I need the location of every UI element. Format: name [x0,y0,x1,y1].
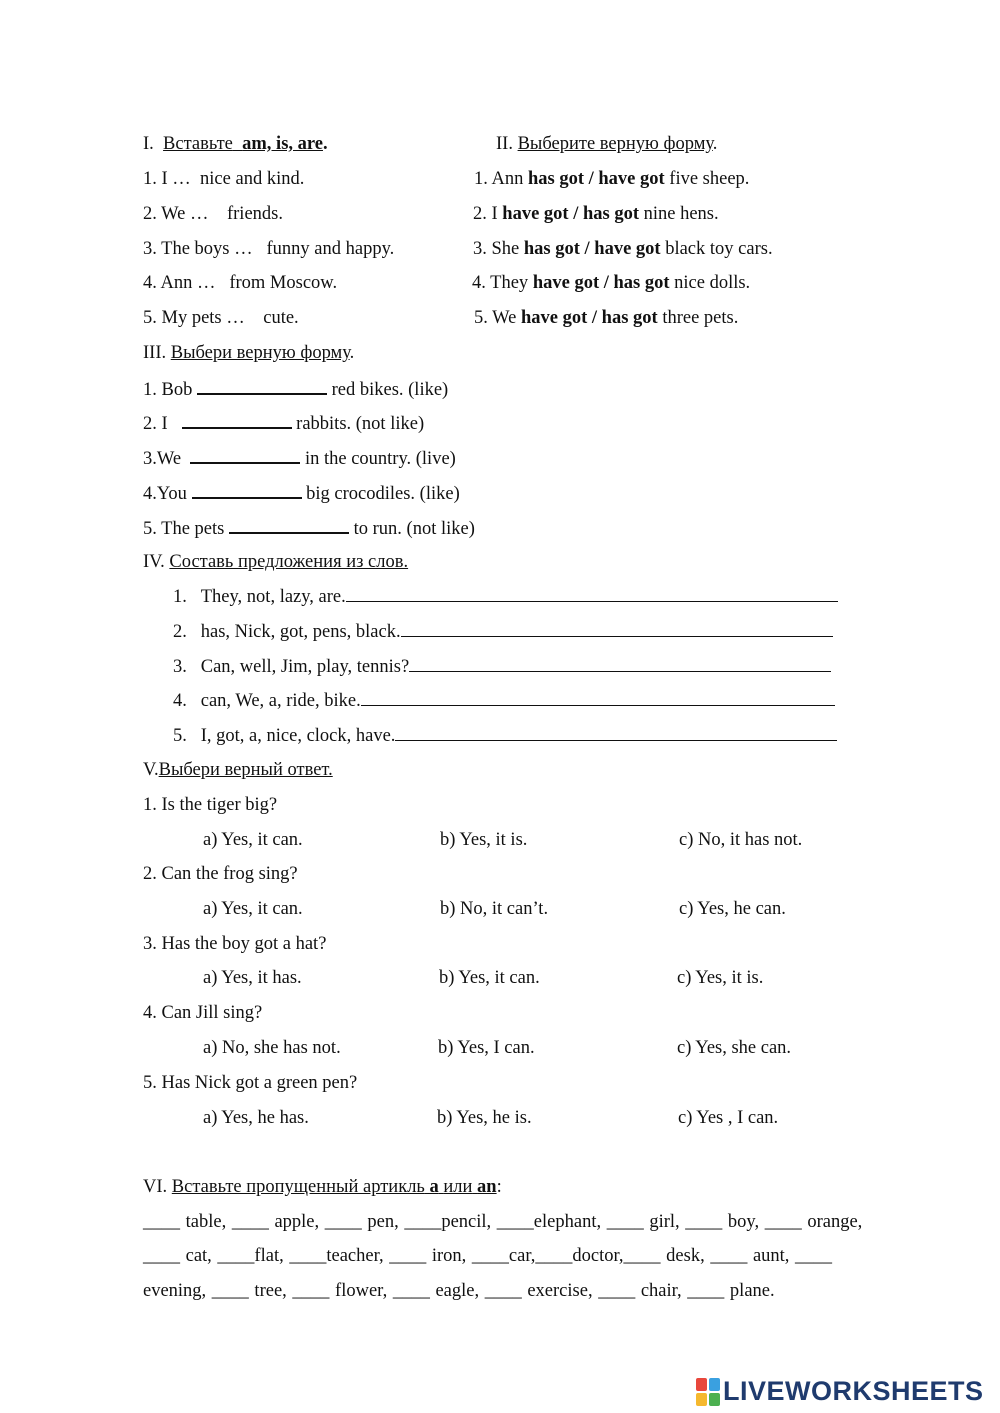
s1-item: 5. My pets … cute. [143,308,299,328]
option-a[interactable]: a) No, she has not. [203,1038,341,1058]
s4-item: 3. Can, well, Jim, play, tennis? [173,655,831,678]
s3-item: 4.You big crocodiles. (like) [143,481,460,505]
section-6-title: VI. Вставьте пропущенный артикль a или an: [143,1177,502,1197]
liveworksheets-logo [696,1376,984,1407]
s5-question: 5. Has Nick got a green pen? [143,1073,358,1093]
articles-line: ____ cat, ____flat, ____teacher, ____ iron, ____car,____doctor,____ desk, ____ aunt, ____ [143,1246,833,1266]
s1-item: 4. Ann … from Moscow. [143,273,338,293]
option-b[interactable]: b) Yes, it can. [439,968,540,988]
s1-item: 1. I … nice and kind. [143,169,305,189]
answer-line[interactable] [361,689,835,706]
option-a[interactable]: a) Yes, it has. [203,968,302,988]
s4-item: 4. can, We, a, ride, bike. [173,689,835,712]
s5-question: 2. Can the frog sing? [143,864,298,884]
answer-line[interactable] [401,620,833,637]
option-b[interactable]: b) No, it can’t. [440,899,549,919]
answer-blank[interactable] [192,481,302,499]
s4-item: 5. I, got, a, nice, clock, have. [173,724,837,747]
articles-line: ____ table, ____ apple, ____ pen, ____pencil, ____elephant, ____ girl, ____ boy, ____ orange, [143,1212,863,1232]
option-c[interactable]: c) Yes , I can. [678,1108,779,1128]
s5-question: 1. Is the tiger big? [143,795,278,815]
logo-text: LIVEWORKSHEETS [723,1376,984,1406]
answer-line[interactable] [346,585,838,602]
option-c[interactable]: c) Yes, she can. [677,1038,792,1058]
option-c[interactable]: c) Yes, he can. [679,899,786,919]
option-b[interactable]: b) Yes, it is. [440,830,528,850]
s3-item: 5. The pets to run. (not like) [143,516,475,540]
section-4-title: IV. Составь предложения из слов. [143,552,409,572]
option-c[interactable]: c) Yes, it is. [677,968,764,988]
s2-item: 5. We have got / has got three pets. [474,308,739,328]
answer-line[interactable] [409,655,831,672]
option-b[interactable]: b) Yes, he is. [437,1108,532,1128]
logo-mark-icon [696,1378,720,1406]
section-2-title: II. Выберите верную форму. [496,134,718,154]
s3-item: 1. Bob red bikes. (like) [143,377,448,401]
s5-question: 3. Has the boy got a hat? [143,934,327,954]
s4-item: 1. They, not, lazy, are. [173,585,838,608]
s5-question: 4. Can Jill sing? [143,1003,263,1023]
answer-line[interactable] [395,724,837,741]
articles-line: evening, ____ tree, ____ flower, ____ eagle, ____ exercise, ____ chair, ____ plane. [143,1281,775,1301]
section-1-title: I. Вставьте am, is, are. [143,134,328,154]
option-a[interactable]: a) Yes, it can. [203,899,303,919]
answer-blank[interactable] [190,446,300,464]
answer-blank[interactable] [182,411,292,429]
s4-item: 2. has, Nick, got, pens, black. [173,620,833,643]
s3-item: 3.We in the country. (live) [143,446,456,470]
s1-item: 2. We … friends. [143,204,283,224]
s3-item: 2. I rabbits. (not like) [143,411,424,435]
answer-blank[interactable] [197,377,327,395]
option-a[interactable]: a) Yes, it can. [203,830,303,850]
s1-item: 3. The boys … funny and happy. [143,239,395,259]
s2-item: 3. She has got / have got black toy cars. [473,239,773,259]
answer-blank[interactable] [229,516,349,534]
section-5-title: V.Выбери верный ответ. [143,760,333,780]
s2-item: 2. I have got / has got nine hens. [473,204,719,224]
s2-item: 1. Ann has got / have got five sheep. [474,169,750,189]
section-3-title: III. Выбери верную форму. [143,343,355,363]
s2-item: 4. They have got / has got nice dolls. [472,273,751,293]
option-a[interactable]: a) Yes, he has. [203,1108,309,1128]
option-c[interactable]: c) No, it has not. [679,830,803,850]
option-b[interactable]: b) Yes, I can. [438,1038,535,1058]
